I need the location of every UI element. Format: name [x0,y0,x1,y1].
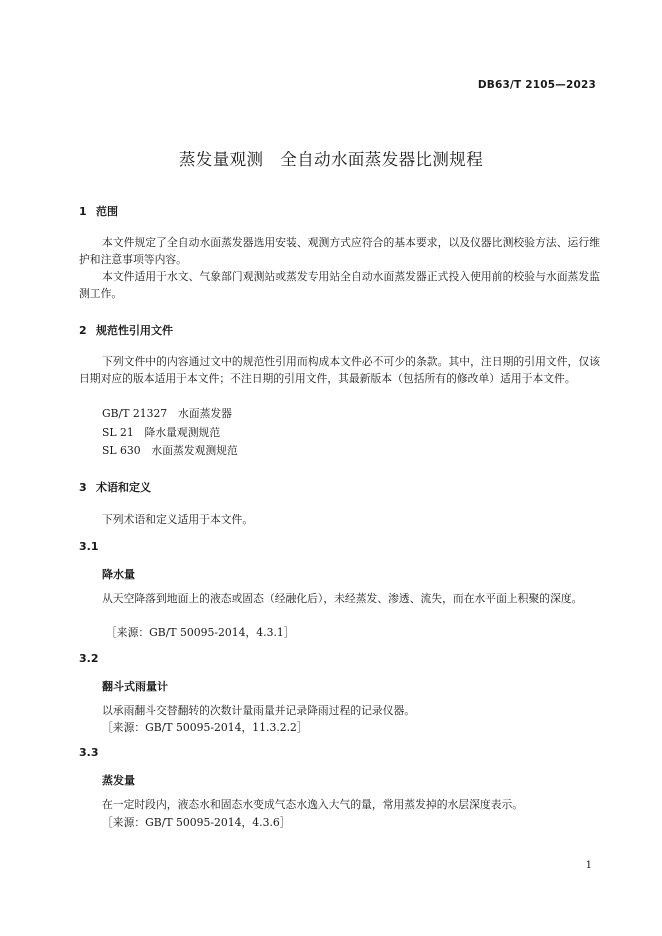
section-2-paragraph: 下列文件中的内容通过文中的规范性引用而构成本文件必不可少的条款。其中，注日期的引用文件，仅该日期对应的版本适用于本文件；不注日期的引用文件，其最新版本（包括所有的修改单）适用于本文件。 [79,355,600,385]
section-number: 2 [79,324,87,337]
page-number: 1 [585,860,592,871]
term-number: 3.2 [79,652,99,665]
section-2-heading [79,322,173,338]
document-title: 蒸发量观测 全自动水面蒸发器比测规程 [178,150,484,169]
section-title: 规范性引用文件 [96,324,173,337]
normative-ref-3: SL 630 水面蒸发观测规范 [102,444,238,457]
section-title: 范围 [96,205,118,218]
term-number: 3.3 [79,746,99,759]
term-source: ［来源：GB/T 50095-2014，4.3.1］ [106,626,295,639]
normative-ref-2: SL 21 降水量观测规范 [102,426,221,439]
term-definition: 在一定时段内，液态水和固态水变成气态水逸入大气的量，常用蒸发掉的水层深度表示。 [102,798,524,811]
section-number: 1 [79,205,87,218]
section-3-intro: 下列术语和定义适用于本文件。 [102,513,254,526]
section-title: 术语和定义 [96,481,151,494]
section-1-heading [79,203,118,219]
term-name: 蒸发量 [102,774,135,787]
term-number: 3.1 [79,540,99,553]
term-name: 翻斗式雨量计 [102,680,168,693]
term-definition: 从天空降落到地面上的液态或固态（经融化后），未经蒸发、渗透、流失，而在水平面上积聚的深度。 [102,592,583,605]
term-source: ［来源：GB/T 50095-2014，11.3.2.2］ [102,721,308,734]
term-source: ［来源：GB/T 50095-2014，4.3.6］ [102,816,291,829]
standard-code: DB63/T 2105—2023 [477,79,596,91]
term-definition: 以承雨翻斗交替翻转的次数计量雨量并记录降雨过程的记录仪器。 [102,704,416,717]
section-1-paragraph-2: 本文件适用于水文、气象部门观测站或蒸发专用站全自动水面蒸发器正式投入使用前的校验与水面蒸发监测工作。 [79,270,600,300]
section-number: 3 [79,481,87,494]
term-name: 降水量 [102,568,135,581]
section-3-heading [79,479,151,495]
normative-ref-1: GB/T 21327 水面蒸发器 [102,407,232,420]
section-1-paragraph-1: 本文件规定了全自动水面蒸发器选用安装、观测方式应符合的基本要求，以及仪器比测校验方法、运行维护和注意事项等内容。 [79,236,600,266]
